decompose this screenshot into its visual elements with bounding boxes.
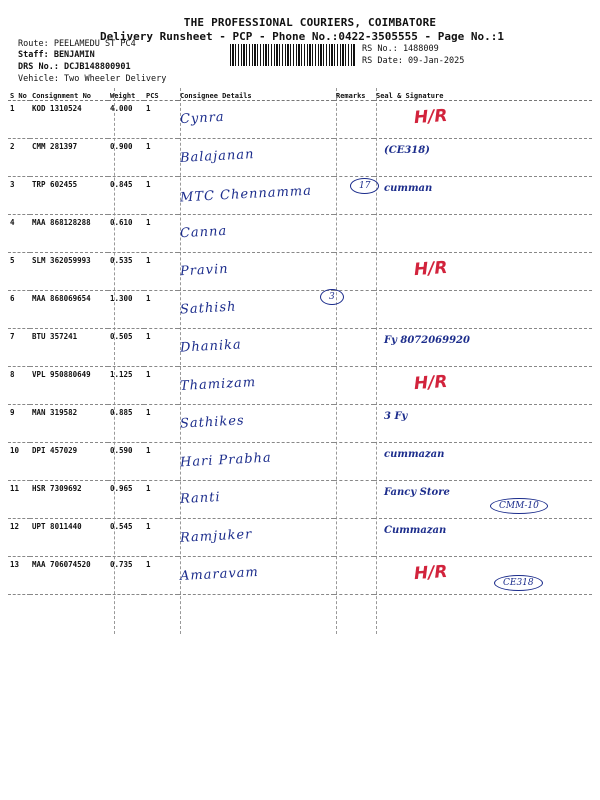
pieces-count: 1 (144, 177, 178, 215)
consignee-details-ink: Amaravam (179, 564, 260, 585)
consignment-number: BTU 357241 (30, 329, 108, 367)
circled-note: 3 (320, 289, 344, 305)
consignee-details-ink: Sathish (179, 299, 237, 318)
weight-value: 0.900 (108, 139, 144, 177)
weight-value: 0.965 (108, 481, 144, 519)
serial-number: 1 (8, 101, 30, 139)
consignee-details (178, 291, 334, 329)
weight-value: 0.885 (108, 405, 144, 443)
pieces-count: 1 (144, 101, 178, 139)
seal-signature-ink: H/R (413, 561, 449, 585)
column-header: Weight (108, 88, 144, 101)
consignment-number: MAA 706074520 (30, 557, 108, 595)
consignment-number: VPL 950880649 (30, 367, 108, 405)
circled-note: CE318 (494, 575, 543, 591)
column-header: S No (8, 88, 30, 101)
table-row (8, 329, 592, 367)
table-row (8, 215, 592, 253)
weight-value: 4.000 (108, 101, 144, 139)
weight-value: 0.590 (108, 443, 144, 481)
seal-signature (374, 291, 592, 329)
table-row (8, 405, 592, 443)
vehicle-label: Vehicle: Two Wheeler Delivery (18, 74, 167, 84)
serial-number: 13 (8, 557, 30, 595)
remarks-cell (334, 139, 374, 177)
weight-value: 0.545 (108, 519, 144, 557)
consignee-details-ink: Pravin (179, 261, 229, 280)
consignment-number: KOD 1310524 (30, 101, 108, 139)
consignment-number: MAN 319582 (30, 405, 108, 443)
remarks-cell (334, 101, 374, 139)
consignee-details-ink: Dhanika (179, 337, 243, 356)
runsheet-table (8, 88, 592, 595)
pieces-count: 1 (144, 481, 178, 519)
seal-signature (374, 557, 592, 595)
seal-signature-ink: H/R (413, 257, 449, 281)
table-row (8, 101, 592, 139)
remarks-cell (334, 519, 374, 557)
weight-value: 0.535 (108, 253, 144, 291)
rs-number: RS No.: 1488009 (362, 44, 439, 54)
route-label: Route: PEELAMEDU ST PC4 (18, 39, 136, 49)
consignment-number: DPI 457029 (30, 443, 108, 481)
seal-signature (374, 253, 592, 291)
pieces-count: 1 (144, 367, 178, 405)
weight-value: 0.610 (108, 215, 144, 253)
consignee-details (178, 139, 334, 177)
seal-signature-ink: H/R (413, 105, 449, 129)
column-header: Seal & Signature (374, 88, 592, 101)
consignment-number: CMM 281397 (30, 139, 108, 177)
remarks-cell (334, 481, 374, 519)
seal-signature-ink: Fancy Store (384, 487, 450, 498)
table-row (8, 291, 592, 329)
serial-number: 9 (8, 405, 30, 443)
consignee-details (178, 443, 334, 481)
consignment-number: MAA 868069654 (30, 291, 108, 329)
pieces-count: 1 (144, 329, 178, 367)
serial-number: 6 (8, 291, 30, 329)
pieces-count: 1 (144, 519, 178, 557)
serial-number: 12 (8, 519, 30, 557)
consignee-details (178, 101, 334, 139)
consignee-details (178, 481, 334, 519)
consignee-details (178, 557, 334, 595)
table-row (8, 443, 592, 481)
consignee-details-ink: Cynra (179, 109, 226, 128)
consignee-details (178, 215, 334, 253)
pieces-count: 1 (144, 139, 178, 177)
column-header: Consignment No (30, 88, 108, 101)
staff-label: Staff: BENJAMIN (18, 50, 95, 60)
seal-signature-ink: Cummazan (384, 525, 447, 536)
seal-signature (374, 443, 592, 481)
remarks-cell (334, 253, 374, 291)
rs-date: RS Date: 09-Jan-2025 (362, 56, 465, 66)
serial-number: 2 (8, 139, 30, 177)
consignment-number: HSR 7309692 (30, 481, 108, 519)
consignment-number: MAA 868128288 (30, 215, 108, 253)
pieces-count: 1 (144, 557, 178, 595)
serial-number: 3 (8, 177, 30, 215)
seal-signature-ink: cumman (384, 183, 433, 194)
serial-number: 4 (8, 215, 30, 253)
consignee-details-ink: Hari Prabha (179, 450, 273, 471)
table-row (8, 367, 592, 405)
serial-number: 7 (8, 329, 30, 367)
consignee-details (178, 329, 334, 367)
consignee-details-ink: Balajanan (179, 147, 255, 166)
seal-signature (374, 367, 592, 405)
seal-signature (374, 329, 592, 367)
pieces-count: 1 (144, 405, 178, 443)
weight-value: 0.735 (108, 557, 144, 595)
seal-signature-ink: cummazan (384, 449, 445, 460)
consignee-details (178, 519, 334, 557)
remarks-cell (334, 443, 374, 481)
consignment-number: SLM 362059993 (30, 253, 108, 291)
pieces-count: 1 (144, 215, 178, 253)
consignee-details-ink: Canna (179, 223, 228, 242)
table-row (8, 253, 592, 291)
barcode (230, 44, 356, 66)
circled-note: CMM-10 (490, 498, 548, 514)
runsheet-subtitle: Delivery Runsheet - PCP - Phone No.:0422-3505555 - Page No.:1 (100, 30, 504, 43)
seal-signature-ink: Fy 8072069920 (384, 335, 470, 346)
seal-signature-ink: (CE318) (384, 145, 430, 156)
seal-signature-ink: H/R (413, 371, 449, 395)
consignee-details-ink: Sathikes (179, 413, 246, 432)
consignee-details-ink: Ranti (179, 489, 221, 508)
remarks-cell (334, 405, 374, 443)
seal-signature (374, 139, 592, 177)
pieces-count: 1 (144, 443, 178, 481)
consignment-number: UPT 8011440 (30, 519, 108, 557)
seal-signature-ink: 3 Fy (384, 411, 408, 422)
weight-value: 0.505 (108, 329, 144, 367)
seal-signature (374, 215, 592, 253)
remarks-cell (334, 557, 374, 595)
table-row (8, 519, 592, 557)
serial-number: 10 (8, 443, 30, 481)
remarks-cell (334, 215, 374, 253)
consignee-details-ink: MTC Chennamma (179, 183, 313, 206)
consignment-number: TRP 602455 (30, 177, 108, 215)
serial-number: 5 (8, 253, 30, 291)
circled-note: 17 (350, 178, 379, 194)
table-header-row (8, 88, 592, 101)
seal-signature (374, 405, 592, 443)
seal-signature (374, 481, 592, 519)
company-title: THE PROFESSIONAL COURIERS, COIMBATORE (183, 16, 437, 29)
serial-number: 11 (8, 481, 30, 519)
consignee-details (178, 367, 334, 405)
consignee-details (178, 177, 334, 215)
weight-value: 0.845 (108, 177, 144, 215)
consignee-details-ink: Ramjuker (179, 527, 253, 546)
serial-number: 8 (8, 367, 30, 405)
weight-value: 1.125 (108, 367, 144, 405)
pieces-count: 1 (144, 253, 178, 291)
table-row (8, 177, 592, 215)
consignee-details (178, 253, 334, 291)
remarks-cell (334, 329, 374, 367)
consignee-details-ink: Thamizam (179, 375, 257, 394)
column-header: PCS (144, 88, 178, 101)
consignee-details (178, 405, 334, 443)
seal-signature (374, 177, 592, 215)
weight-value: 1.300 (108, 291, 144, 329)
column-header: Remarks (334, 88, 374, 101)
column-header: Consignee Details (178, 88, 334, 101)
seal-signature (374, 519, 592, 557)
seal-signature (374, 101, 592, 139)
pieces-count: 1 (144, 291, 178, 329)
drs-number: DRS No.: DCJB148800901 (18, 62, 131, 72)
table-row (8, 139, 592, 177)
remarks-cell (334, 367, 374, 405)
